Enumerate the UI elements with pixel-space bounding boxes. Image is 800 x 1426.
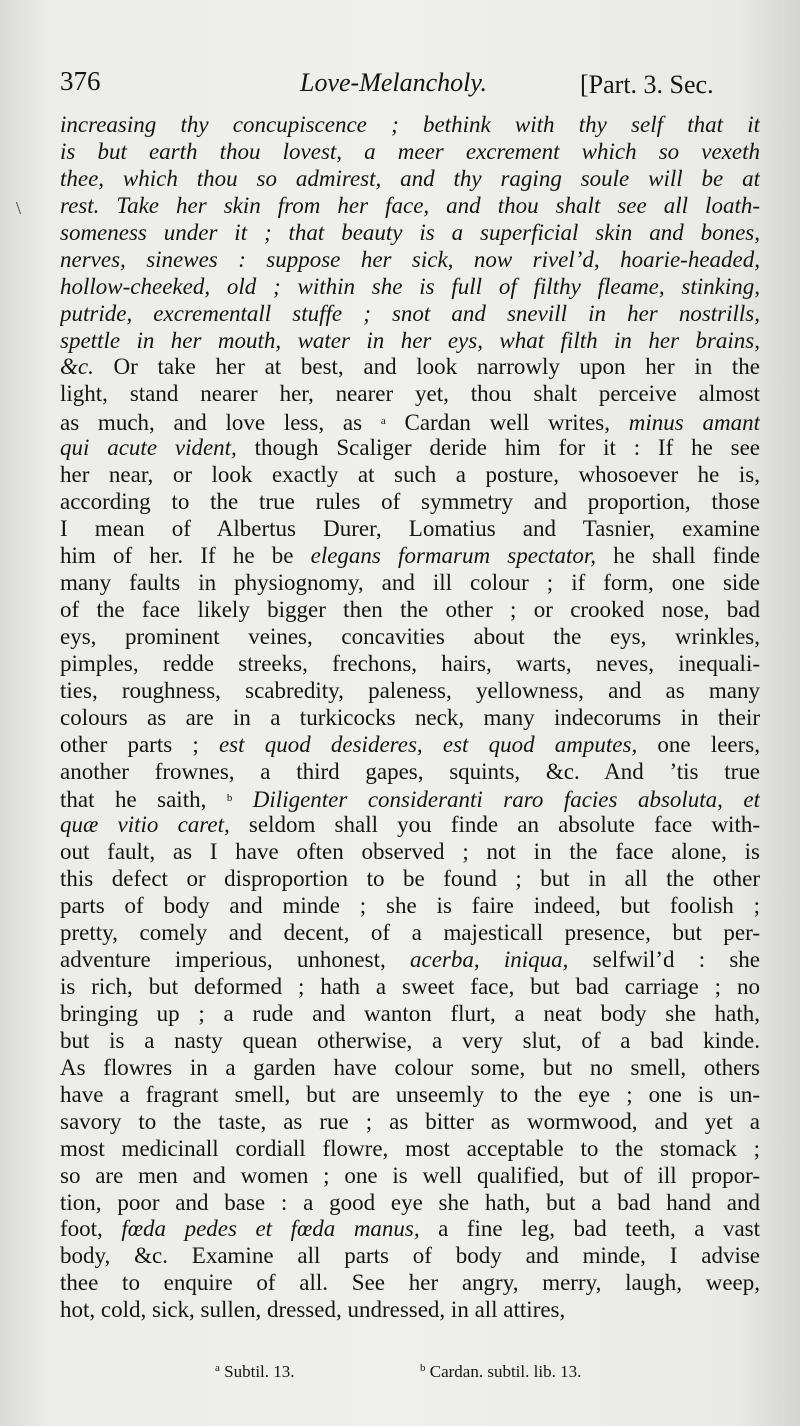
- text-line: [60, 1109, 760, 1136]
- italic-text: est quod desideres, est quod amputes,: [218, 731, 638, 757]
- footnote-b-text: Cardan. subtil. lib. 13.: [425, 1362, 582, 1381]
- text-line: [60, 705, 760, 732]
- italic-text: fœda pedes et fœda manus,: [121, 1216, 420, 1242]
- text-line: [60, 166, 760, 193]
- text-line: [60, 543, 760, 570]
- text-line: [60, 328, 760, 355]
- text-line: [60, 1190, 760, 1217]
- text-line: [60, 1028, 760, 1055]
- text-line: [60, 785, 760, 812]
- roman-text: pimples, redde streeks, frechons, hairs, warts, neves, inequali-: [60, 650, 760, 676]
- italic-text: increasing thy concupiscence ; bethink with thy self that it: [60, 112, 760, 137]
- text-line: [60, 624, 760, 651]
- footnote-a-text: Subtil. 13.: [219, 1362, 295, 1381]
- roman-text: that he saith,: [60, 787, 227, 813]
- text-line: [60, 435, 760, 462]
- roman-text: As flowres in a garden have colour some, but no smell, others: [60, 1054, 760, 1080]
- roman-text: selfwil’d : she: [568, 947, 760, 973]
- roman-text: adventure imperious, unhonest,: [60, 947, 410, 973]
- text-line: [60, 354, 760, 381]
- italic-text: rest. Take her skin from her face, and thou shalt see all loath-: [60, 192, 760, 218]
- italic-text: hollow-cheeked, old ; within she is full of filthy fleame, stinking,: [60, 273, 760, 299]
- italic-text: elegans formarum spectator,: [310, 543, 597, 568]
- roman-text: eys, prominent veines, concavities about the eys, wrinkles,: [60, 623, 760, 649]
- text-line: [60, 139, 760, 166]
- roman-text: a fine leg, bad teeth, a vast: [419, 1216, 760, 1242]
- running-title: Love-Melancholy.: [300, 68, 487, 97]
- roman-text: other parts ;: [60, 731, 219, 757]
- text-line: [60, 570, 760, 597]
- text-line: [60, 1001, 760, 1028]
- text-line: [60, 1270, 760, 1297]
- text-line: [60, 462, 760, 489]
- roman-text: many faults in physiognomy, and ill colour ; if form, one side: [60, 569, 760, 595]
- footnote-a: [215, 1362, 295, 1382]
- roman-text: her near, or look exactly at such a posture, whosoever he is,: [60, 462, 760, 488]
- text-line: [60, 597, 760, 624]
- text-line: [60, 947, 760, 974]
- roman-text: pretty, comely and decent, of a majesticall presence, but per-: [60, 920, 760, 946]
- roman-text: but is a nasty quean otherwise, a very slut, of a bad kinde.: [60, 1027, 760, 1053]
- roman-text: most medicinall cordiall flowre, most acceptable to the stomack ;: [60, 1135, 760, 1161]
- footnote-b: [420, 1362, 581, 1382]
- italic-text: putride, excrementall stuffe ; snot and snevill in her nostrills,: [60, 300, 760, 326]
- text-line: [60, 651, 760, 678]
- roman-text: bringing up ; a rude and wanton flurt, a neat body she hath,: [60, 1000, 760, 1026]
- text-line: [60, 678, 760, 705]
- italic-text: nerves, sinewes : suppose her sick, now rivel’d, hoarie-headed,: [60, 246, 760, 272]
- roman-text: Or take her at best, and look narrowly upon her in the: [93, 354, 760, 380]
- text-line: [60, 1297, 760, 1324]
- text-line: [60, 732, 760, 759]
- italic-text: thee, which thou so admirest, and thy raging soule will be at: [60, 165, 760, 191]
- italic-text: qui acute vident,: [60, 435, 237, 461]
- text-line: [60, 1136, 760, 1163]
- roman-text: as much, and love less, as: [60, 410, 381, 436]
- text-line: [60, 920, 760, 947]
- body-text: [60, 112, 760, 1324]
- roman-text: one leers,: [637, 731, 760, 757]
- roman-text: this defect or disproportion to be found ; but in all the other: [60, 866, 760, 892]
- roman-text: have a fragrant smell, but are unseemly to the eye ; one is un-: [60, 1081, 760, 1107]
- italic-text: quæ vitio caret,: [60, 812, 230, 838]
- roman-text: light, stand nearer her, nearer yet, thou shalt perceive almost: [60, 381, 760, 407]
- text-line: [60, 516, 760, 543]
- footnote-reference: a: [380, 415, 386, 428]
- text-line: [60, 759, 760, 786]
- text-line: [60, 1055, 760, 1082]
- italic-text: Diligenter consideranti raro facies absoluta, et: [232, 787, 760, 813]
- roman-text: tion, poor and base : a good eye she hath, but a bad hand and: [60, 1189, 760, 1215]
- margin-mark: \: [16, 198, 22, 218]
- text-line: [60, 220, 760, 247]
- roman-text: savory to the taste, as rue ; as bitter as wormwood, and yet a: [60, 1108, 760, 1134]
- text-line: [60, 381, 760, 408]
- roman-text: is rich, but deformed ; hath a sweet face, but bad carriage ; no: [60, 974, 760, 999]
- footnote-reference: b: [226, 792, 233, 805]
- italic-text: someness under it ; that beauty is a superficial skin and bones,: [60, 219, 760, 245]
- text-line: [60, 893, 760, 920]
- roman-text: so are men and women ; one is well qualified, but of ill propor-: [60, 1162, 760, 1188]
- text-line: [60, 812, 760, 839]
- italic-text: &c.: [60, 354, 94, 380]
- roman-text: body, &c. Examine all parts of body and minde, I advise: [60, 1243, 760, 1269]
- roman-text: I mean of Albertus Durer, Lomatius and Tasnier, examine: [60, 516, 760, 542]
- roman-text: colours as are in a turkicocks neck, many indecorums in their: [60, 704, 760, 730]
- roman-text: though Scaliger deride him for it : If he see: [236, 435, 760, 461]
- text-line: [60, 1216, 760, 1243]
- roman-text: Cardan well writes,: [385, 410, 629, 436]
- page-number: 376: [60, 66, 101, 96]
- text-line: [60, 112, 760, 139]
- text-line: [60, 1082, 760, 1109]
- roman-text: out fault, as I have often observed ; not in the face alone, is: [60, 839, 760, 865]
- italic-text: is but earth thou lovest, a meer excrement which so vexeth: [60, 138, 760, 164]
- roman-text: according to the true rules of symmetry and proportion, those: [60, 489, 760, 515]
- text-line: [60, 489, 760, 516]
- text-line: [60, 866, 760, 893]
- text-line: [60, 193, 760, 220]
- text-line: [60, 274, 760, 301]
- footnote-b-mark: b: [420, 1362, 426, 1374]
- roman-text: him of her. If he be: [60, 543, 311, 568]
- roman-text: seldom shall you finde an absolute face with-: [229, 812, 760, 838]
- running-header: [60, 60, 760, 104]
- text-line: [60, 301, 760, 328]
- text-line: [60, 974, 760, 1001]
- text-line: [60, 1243, 760, 1270]
- roman-text: of the face likely bigger then the other ; or crooked nose, bad: [60, 596, 760, 622]
- text-line: [60, 247, 760, 274]
- text-line: [60, 839, 760, 866]
- footnote-a-mark: a: [215, 1362, 220, 1374]
- roman-text: another frownes, a third gapes, squints, &c. And ’tis true: [60, 758, 760, 784]
- roman-text: ties, roughness, scabredity, paleness, yellowness, and as many: [60, 677, 760, 703]
- roman-text: thee to enquire of all. See her angry, merry, laugh, weep,: [60, 1270, 760, 1296]
- footnotes: [60, 1362, 760, 1390]
- text-line: [60, 1163, 760, 1190]
- section-reference: [Part. 3. Sec.: [580, 70, 714, 99]
- roman-text: hot, cold, sick, sullen, dressed, undressed, in all attires,: [60, 1297, 566, 1323]
- italic-text: spettle in her mouth, water in her eys, what filth in her brains,: [60, 327, 760, 353]
- italic-text: acerba, iniqua,: [410, 947, 569, 973]
- roman-text: foot,: [60, 1216, 122, 1242]
- italic-text: minus amant: [628, 410, 760, 436]
- roman-text: parts of body and minde ; she is faire indeed, but foolish ;: [60, 893, 760, 919]
- roman-text: he shall finde: [596, 543, 760, 568]
- text-line: [60, 408, 760, 435]
